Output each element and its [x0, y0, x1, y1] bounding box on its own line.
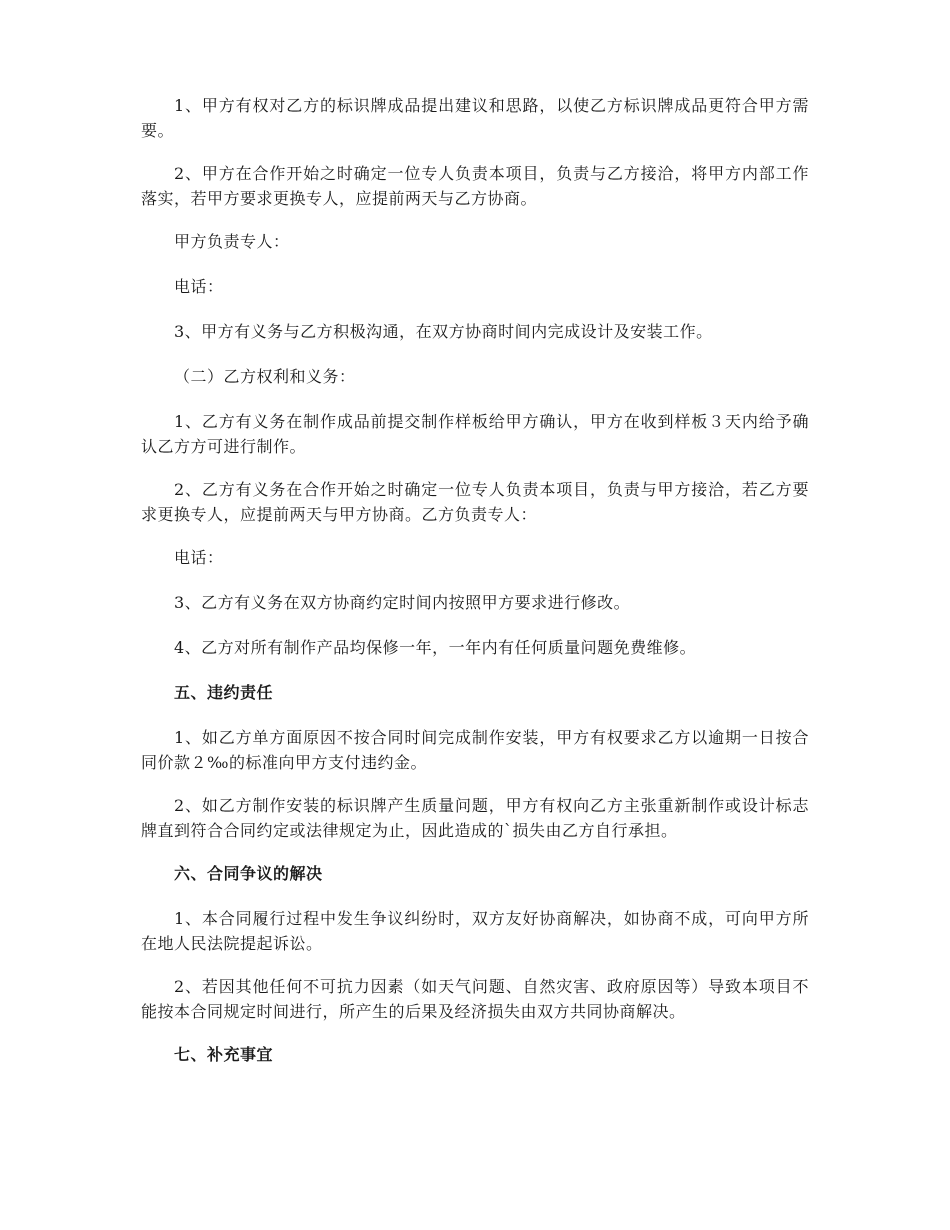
paragraph-party-a-phone: 电话：: [174, 277, 224, 296]
paragraph-party-b-duty-1: 1、乙方有义务在制作成品前提交制作样板给甲方确认，甲方在收到样板３天内给予确认乙方方可进行制作。: [141, 412, 809, 456]
paragraph-party-b-phone: 电话：: [174, 548, 224, 567]
section-heading-breach: 五、违约责任: [174, 683, 274, 702]
paragraph-party-a-right-2: 2、甲方在合作开始之时确定一位专人负责本项目，负责与乙方接洽，将甲方内部工作落实，若甲方要求更换专人，应提前两天与乙方协商。: [141, 164, 809, 208]
subheading-party-b-rights: （二）乙方权利和义务：: [174, 367, 356, 386]
paragraph-party-b-duty-3: 3、乙方有义务在双方协商约定时间内按照甲方要求进行修改。: [174, 593, 631, 612]
paragraph-party-a-right-1: 1、甲方有权对乙方的标识牌成品提出建议和思路，以使乙方标识牌成品更符合甲方需要。: [141, 96, 809, 140]
document-body: [141, 93, 809, 1087]
paragraph-dispute-1: 1、本合同履行过程中发生争议纠纷时，双方友好协商解决，如协商不成，可向甲方所在地人民法院提起诉讼。: [141, 909, 809, 953]
paragraph-party-b-duty-4: 4、乙方对所有制作产品均保修一年，一年内有任何质量问题免费维修。: [174, 638, 697, 657]
section-heading-supplementary: 七、补充事宜: [174, 1045, 274, 1064]
section-heading-dispute: 六、合同争议的解决: [174, 864, 323, 883]
paragraph-party-a-contact-person: 甲方负责专人：: [174, 232, 290, 251]
paragraph-party-a-right-3: 3、甲方有义务与乙方积极沟通，在双方协商时间内完成设计及安装工作。: [174, 322, 713, 341]
paragraph-dispute-2: 2、若因其他任何不可抗力因素（如天气问题、自然灾害、政府原因等）导致本项目不能按本合同规定时间进行，所产生的后果及经济损失由双方共同协商解决。: [141, 977, 809, 1021]
paragraph-breach-1: 1、如乙方单方面原因不按合同时间完成制作安装，甲方有权要求乙方以逾期一日按合同价款２‰的标准向甲方支付违约金。: [141, 728, 809, 772]
paragraph-breach-2: 2、如乙方制作安装的标识牌产生质量问题，甲方有权向乙方主张重新制作或设计标志牌直到符合合同约定或法律规定为止，因此造成的`损失由乙方自行承担。: [141, 796, 809, 840]
paragraph-party-b-duty-2: 2、乙方有义务在合作开始之时确定一位专人负责本项目，负责与甲方接洽，若乙方要求更换专人，应提前两天与甲方协商。乙方负责专人：: [141, 480, 809, 524]
